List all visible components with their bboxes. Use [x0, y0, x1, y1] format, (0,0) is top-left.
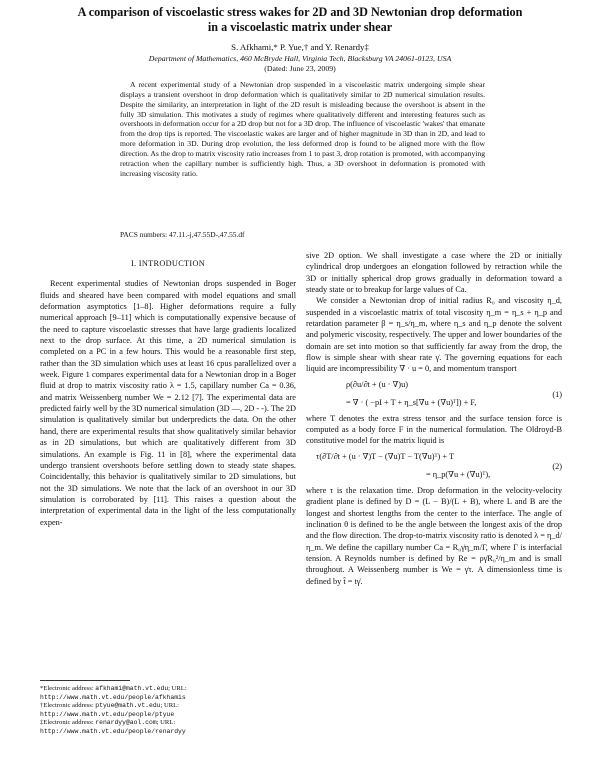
equation-2-line-2: = η_p(∇u + (∇u)ᵀ),: [426, 469, 491, 479]
definitions-paragraph: where τ is the relaxation time. Drop deformation in the velocity-velocity gradient plane is defined by D = (L − B)/(L + B), where L and B are the longest and shortest lengths from the center to the interface. The angle of inclination θ is defined to be the angle between the longest axis of the drop and the flow direction. The drop-to-matrix viscosity ratio is denoted λ = η_d/η_m. We define the capillary number Ca = R₀γ̇η_m/Γ, where Γ is interfacial tension. A Reynolds number is defined by Re = ργ̇R₀²/η_m and is small throughout. A Weissenberg number is We = γ̇τ. A dimensionless time is defined by t̂ = tγ̇.: [306, 485, 562, 586]
footnote-renardy: [40, 719, 296, 736]
paper-title: [40, 5, 560, 35]
date-line: (Dated: June 23, 2009): [264, 64, 336, 73]
affiliation: Department of Mathematics, 460 McBryde Hall, Virginia Tech, Blacksburg VA 24061-0123, USA: [148, 54, 452, 63]
intro-paragraph-continued: sive 2D option. We shall investigate a case where the 2D or initially cylindrical drop undergoes an elongation followed by retraction while the 3D or initially spherical drop grows gradually in deformation toward a steady state or to breakup for large values of Ca.: [306, 251, 562, 295]
email-link[interactable]: afkhami@math.vt.edu: [95, 685, 169, 692]
equation-1-line-1: ρ(∂u/∂t + (u · ∇)u): [346, 379, 408, 389]
pacs-numbers: PACS numbers: 47.11.-j,47.55D-,47.55.df: [120, 230, 245, 239]
footnote-label: ‡Electronic address:: [40, 719, 96, 727]
equation-2-number: (2): [552, 461, 562, 471]
equation-2-line-1: τ(∂T/∂t + (u · ∇)T − (∇u)T − T(∇u)ᵀ) + T: [316, 451, 455, 461]
footnote-yue: [40, 702, 296, 719]
equation-2: [306, 449, 562, 483]
email-link[interactable]: ptyue@math.vt.edu: [95, 702, 161, 710]
footnote-label: †Electronic address:: [40, 702, 96, 710]
right-column: [306, 250, 562, 587]
equation-1: [306, 377, 562, 411]
abstract: A recent experimental study of a Newtonian drop suspended in a viscoelastic matrix undergoing simple shear displays a transient overshoot in drop deformation which is qualitatively similar to 2D numerical simulation results. Despite the similarity, an interpretation in light of the 2D result is misleading because the overshoot is absent in the fully 3D simulation. This motivates a study of regimes where qualitatively different and interesting features such as overshoots in deformation occur for a 2D drop but not for a 3D drop. The influence of viscoelastic 'wakes' that emanate from the drop tips is reported. The viscoelastic wakes are larger and of higher magnitude in 3D than in 2D, and lead to more deformation in 3D. During drop evolution, the less deformed drop is found to be aligned more with the flow direction. As the drop to matrix viscosity ratio increases from 1 to past 3, drop rotation is promoted, with accompanying retraction when the capillary number is sufficiently high. Thus, a 3D overshoot in deformation is promoted with increasing viscosity ratio.: [120, 80, 485, 178]
equation-1-number: (1): [552, 389, 562, 399]
url-link[interactable]: http://www.math.vt.edu/people/ptyue: [40, 710, 175, 718]
footnotes: [40, 685, 296, 737]
url-link[interactable]: http://www.math.vt.edu/people/afkhamis: [40, 693, 186, 701]
equation-1-line-2: = ∇ · ( −pI + T + η_s[∇u + (∇u)ᵀ]) + F,: [346, 397, 477, 407]
author-list: S. Afkhami,* P. Yue,† and Y. Renardy‡: [231, 42, 369, 52]
url-label: ; URL:: [160, 702, 179, 710]
url-label: ; URL:: [168, 685, 187, 692]
title-line-2: in a viscoelastic matrix under shear: [207, 20, 393, 34]
section-heading: I. INTRODUCTION: [130, 259, 206, 268]
email-link[interactable]: renardyy@aol.com: [95, 719, 157, 727]
intro-paragraph-1: Recent experimental studies of Newtonian drops suspended in Boger fluids and sheared have been compared with model equations and small deformation asymptotics [1–8]. Higher deformations require a fully numerical approach [9–11] which is computationally expensive because of the need to capture viscoelastic stresses that have large gradients localized next to the drop surface. At this time, a 2D numerical simulation is completed on a PC in a few hours. This would be a reasonable first step, rather than the 3D simulation which uses at least 16 cpus parallelized over a week. Figure 1 compares experimental data for a Newtonian drop in a Boger fluid at drop to matrix viscosity ratio λ = 1.5, capillary number Ca = 0.36, and matrix Weissenberg number We = 2.12 [7]. The experimental data are predicted fairly well by the 3D numerical simulation (3D —, 2D - -). The 2D simulation is qualitatively similar but underpredicts the data. On the other hand, there are experimental results that show qualitatively similar behavior as in 2D simulations, but which are qualitatively different from 3D simulations. An example is Fig. 11 in [8], where the experimental data undergo transient overshoots before settling down to steady state shapes. Coincidentally, this behavior is qualitatively similar to 2D simulations, but not the 3D simulations. We note that the lack of an overshoot in our 3D simulation is corroborated by [11]. This raises a question about the interpretation of experimental data in the light of the less computationally expen-: [40, 279, 296, 527]
footnote-afkhami: [40, 685, 296, 702]
left-column: [40, 258, 296, 528]
title-line-1: A comparison of viscoelastic stress wakes for 2D and 3D Newtonian drop deformation: [77, 5, 523, 19]
footnote-label: *Electronic address:: [40, 685, 96, 692]
intro-paragraph-2: We consider a Newtonian drop of initial radius R₀ and viscosity η_d, suspended in a viscoelastic matrix of total viscosity η_m = η_s + η_p and retardation parameter β = η_s/η_m, where η_s and η_p denote the solvent and polymeric viscosity, respectively. The upper and lower boundaries of the domain are set into motion so that sufficiently far away from the drop, the flow is simple shear with shear rate γ̇. The governing equations for each liquid are incompressibility ∇ · u = 0, and momentum transport: [306, 296, 562, 374]
stress-tensor-paragraph: where T denotes the extra stress tensor and the surface tension force is computed as a body force F in the numerical formulation. The Oldroyd-B constitutive model for the matrix liquid is: [306, 413, 562, 446]
footnote-rule: [40, 680, 130, 681]
url-label: ; URL:: [156, 719, 176, 727]
url-link[interactable]: http://www.math.vt.edu/people/renardyy: [40, 727, 186, 735]
